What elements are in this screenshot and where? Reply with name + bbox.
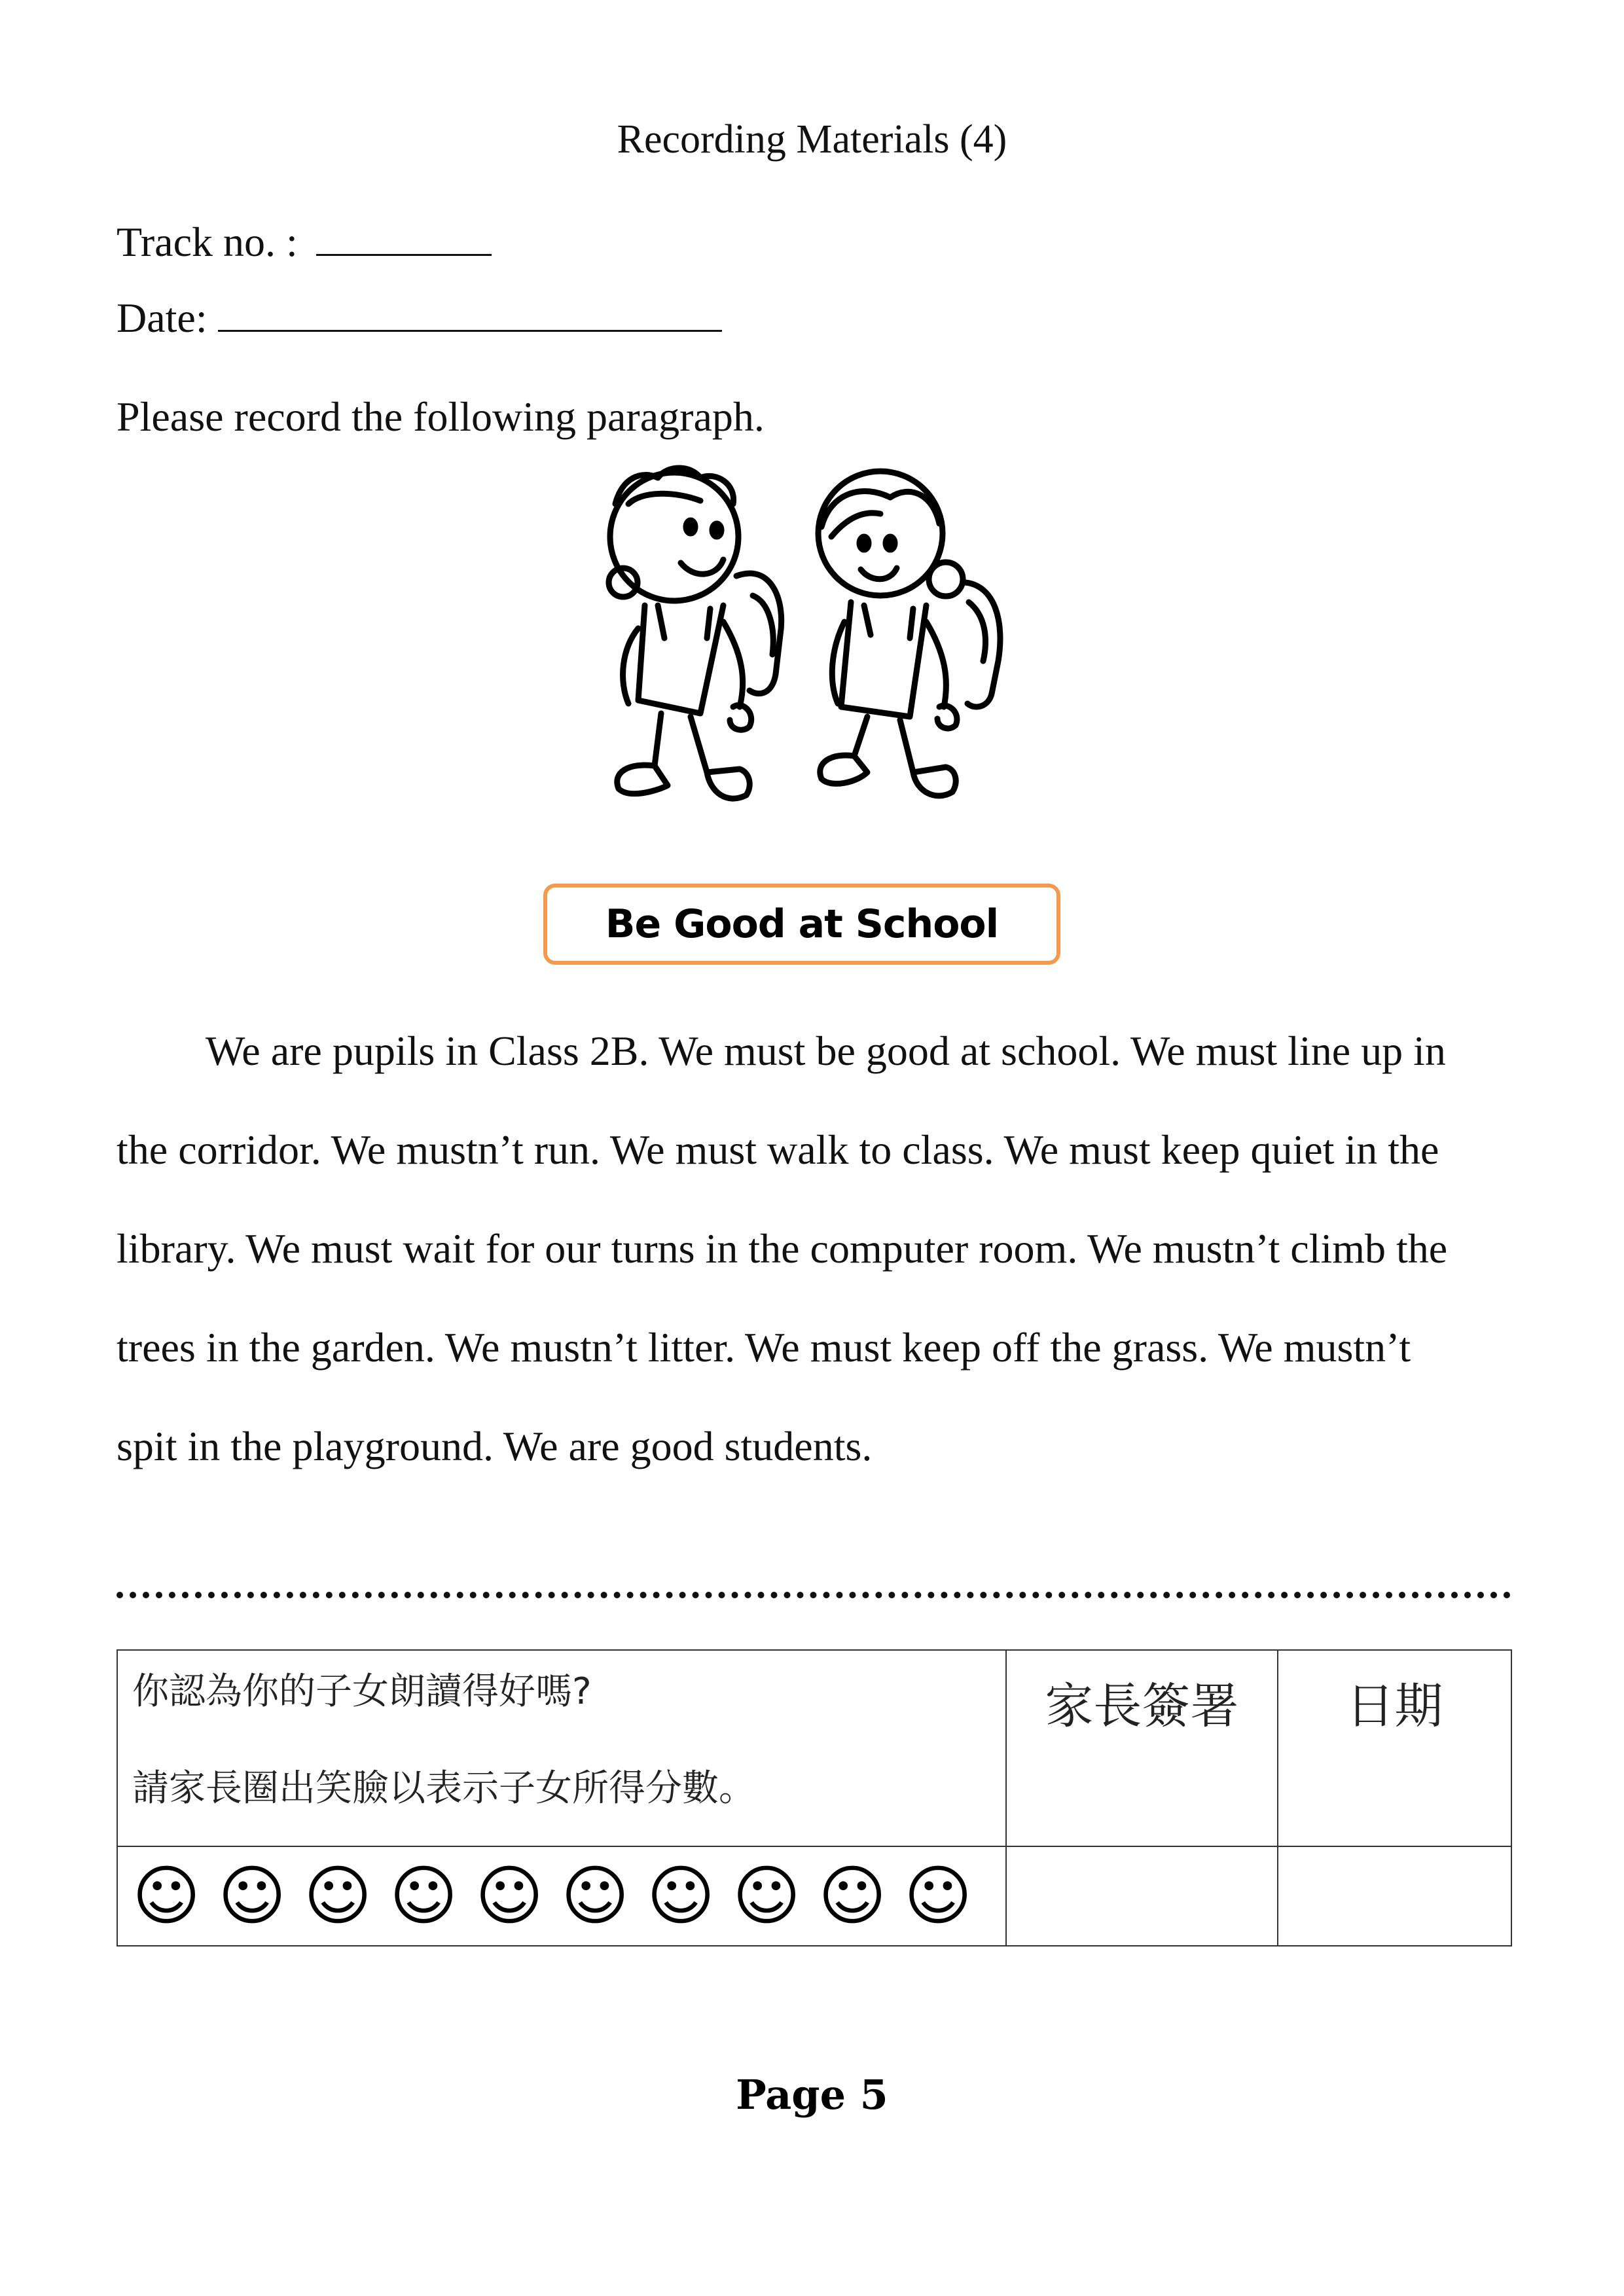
question-line: 你認為你的子女朗讀得好嗎? xyxy=(132,1670,592,1713)
story-title: Be Good at School xyxy=(605,901,999,947)
smiley-icon[interactable]: ☺ xyxy=(732,1857,801,1934)
instruction-text: Please record the following paragraph. xyxy=(117,393,765,440)
passage-line: We are pupils in Class 2B. We must be good at school. We must line up in xyxy=(206,1028,1446,1074)
question-cell xyxy=(117,1650,1006,1846)
date-field xyxy=(117,292,722,342)
smiley-rating-cell xyxy=(117,1846,1006,1946)
date-header: 日期 xyxy=(1278,1650,1511,1846)
dotted-divider xyxy=(117,1592,1511,1598)
girl-figure-icon xyxy=(818,471,1000,796)
track-number-field xyxy=(117,216,492,266)
signature-cell[interactable] xyxy=(1006,1846,1278,1946)
question-line: 請家長圈出笑臉以表示子女所得分數。 xyxy=(132,1767,755,1810)
parent-feedback-table xyxy=(117,1649,1512,1946)
smiley-icon[interactable]: ☺ xyxy=(647,1857,715,1934)
smiley-icon[interactable]: ☺ xyxy=(389,1857,458,1934)
smiley-icon[interactable]: ☺ xyxy=(818,1857,887,1934)
passage-line: trees in the garden. We mustn’t litter. We must keep off the grass. We mustn’t xyxy=(117,1324,1411,1371)
boy-figure-icon xyxy=(609,468,782,798)
signature-header: 家長簽署 xyxy=(1006,1650,1278,1846)
two-pupils-walking-icon xyxy=(576,465,1047,857)
page-number: Page 5 xyxy=(736,2071,888,2119)
smiley-icon[interactable]: ☺ xyxy=(475,1857,544,1934)
smiley-icon[interactable]: ☺ xyxy=(904,1857,973,1934)
reading-passage xyxy=(117,1001,1511,1496)
passage-line: spit in the playground. We are good students. xyxy=(117,1423,873,1469)
title-box xyxy=(543,884,1060,965)
track-label: Track no. : xyxy=(117,219,298,265)
date-cell[interactable] xyxy=(1278,1846,1511,1946)
track-number-blank[interactable] xyxy=(316,216,492,256)
page-title: Recording Materials (4) xyxy=(617,117,1007,162)
table-row xyxy=(117,1846,1511,1946)
passage-line: library. We must wait for our turns in the computer room. We mustn’t climb the xyxy=(117,1225,1448,1272)
smiley-icon[interactable]: ☺ xyxy=(132,1857,201,1934)
table-row xyxy=(117,1650,1511,1846)
smiley-icon[interactable]: ☺ xyxy=(218,1857,287,1934)
smiley-icon[interactable]: ☺ xyxy=(561,1857,630,1934)
smiley-icon[interactable]: ☺ xyxy=(304,1857,372,1934)
date-blank[interactable] xyxy=(218,292,722,332)
date-label: Date: xyxy=(117,295,208,341)
passage-line: the corridor. We mustn’t run. We must walk to class. We must keep quiet in the xyxy=(117,1126,1439,1173)
